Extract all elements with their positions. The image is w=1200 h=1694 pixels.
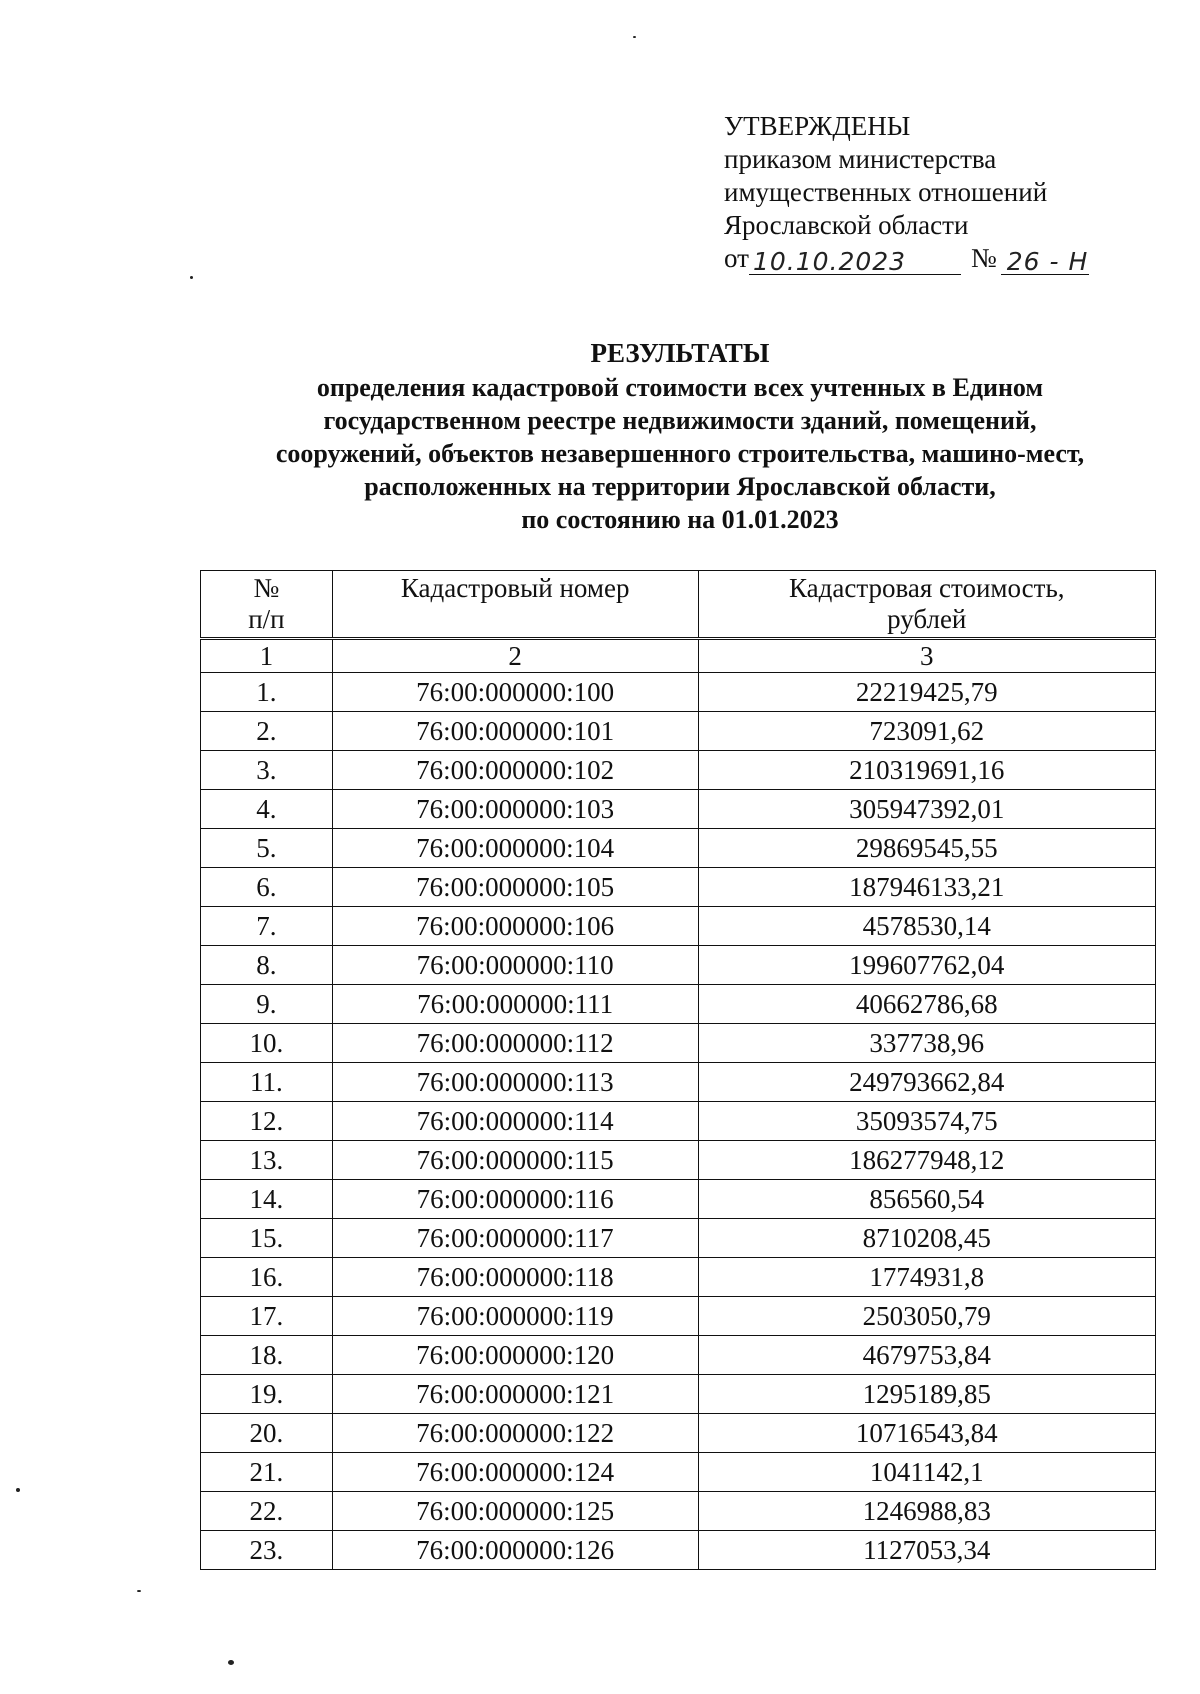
table-row	[201, 1531, 1156, 1570]
row-index: 19.	[201, 1375, 333, 1414]
row-cadastral-value: 1127053,34	[698, 1531, 1155, 1570]
row-cadastral-number: 76:00:000000:115	[332, 1141, 698, 1180]
header-index	[201, 571, 333, 639]
row-index: 11.	[201, 1063, 333, 1102]
row-index: 10.	[201, 1024, 333, 1063]
row-index: 18.	[201, 1336, 333, 1375]
table-row	[201, 907, 1156, 946]
table-row	[201, 1297, 1156, 1336]
column-number: 1	[201, 639, 333, 673]
column-numbers-row	[201, 639, 1156, 673]
row-cadastral-value: 1774931,8	[698, 1258, 1155, 1297]
row-cadastral-number: 76:00:000000:114	[332, 1102, 698, 1141]
approval-line-1: приказом министерства	[724, 144, 997, 174]
row-cadastral-value: 199607762,04	[698, 946, 1155, 985]
row-cadastral-value: 10716543,84	[698, 1414, 1155, 1453]
row-index: 20.	[201, 1414, 333, 1453]
row-cadastral-value: 1295189,85	[698, 1375, 1155, 1414]
title-line-5: по состоянию на 01.01.2023	[521, 505, 839, 534]
row-index: 15.	[201, 1219, 333, 1258]
row-index: 7.	[201, 907, 333, 946]
approval-stamp	[724, 110, 1089, 275]
row-cadastral-number: 76:00:000000:101	[332, 712, 698, 751]
header-cadastral-number	[332, 571, 698, 639]
row-cadastral-number: 76:00:000000:121	[332, 1375, 698, 1414]
table-row	[201, 1024, 1156, 1063]
row-cadastral-value: 1041142,1	[698, 1453, 1155, 1492]
header-cadastral-value-line-1: Кадастровая стоимость,	[789, 573, 1065, 603]
row-cadastral-value: 4578530,14	[698, 907, 1155, 946]
header-index-line-2: п/п	[248, 604, 285, 634]
row-cadastral-number: 76:00:000000:119	[332, 1297, 698, 1336]
row-cadastral-number: 76:00:000000:117	[332, 1219, 698, 1258]
results-table	[200, 570, 1156, 1570]
row-index: 9.	[201, 985, 333, 1024]
scan-speck	[190, 276, 193, 279]
column-number: 3	[698, 639, 1155, 673]
row-index: 22.	[201, 1492, 333, 1531]
row-cadastral-value: 2503050,79	[698, 1297, 1155, 1336]
table-row	[201, 946, 1156, 985]
row-cadastral-value: 337738,96	[698, 1024, 1155, 1063]
row-index: 4.	[201, 790, 333, 829]
row-cadastral-value: 210319691,16	[698, 751, 1155, 790]
table-row	[201, 1375, 1156, 1414]
row-cadastral-number: 76:00:000000:106	[332, 907, 698, 946]
row-index: 13.	[201, 1141, 333, 1180]
row-cadastral-number: 76:00:000000:104	[332, 829, 698, 868]
row-cadastral-number: 76:00:000000:102	[332, 751, 698, 790]
row-cadastral-value: 8710208,45	[698, 1219, 1155, 1258]
row-cadastral-number: 76:00:000000:110	[332, 946, 698, 985]
row-cadastral-number: 76:00:000000:112	[332, 1024, 698, 1063]
row-cadastral-value: 305947392,01	[698, 790, 1155, 829]
table-row	[201, 868, 1156, 907]
approval-heading: УТВЕРЖДЕНЫ	[724, 111, 911, 141]
row-index: 17.	[201, 1297, 333, 1336]
row-cadastral-number: 76:00:000000:125	[332, 1492, 698, 1531]
row-cadastral-value: 249793662,84	[698, 1063, 1155, 1102]
table-row	[201, 751, 1156, 790]
table-row	[201, 985, 1156, 1024]
table-row	[201, 829, 1156, 868]
document-title	[220, 337, 1140, 536]
date-prefix: от	[724, 243, 749, 273]
table-row	[201, 1336, 1156, 1375]
table-row	[201, 1219, 1156, 1258]
title-line-2: государственном реестре недвижимости зданий, помещений,	[323, 406, 1037, 435]
scan-speck	[633, 36, 636, 38]
title-main: РЕЗУЛЬТАТЫ	[590, 338, 770, 368]
table-row	[201, 1492, 1156, 1531]
row-cadastral-number: 76:00:000000:111	[332, 985, 698, 1024]
number-prefix: №	[970, 243, 997, 273]
row-index: 14.	[201, 1180, 333, 1219]
table-row	[201, 1102, 1156, 1141]
row-index: 1.	[201, 673, 333, 712]
row-cadastral-number: 76:00:000000:116	[332, 1180, 698, 1219]
row-cadastral-value: 1246988,83	[698, 1492, 1155, 1531]
scan-speck	[16, 1488, 20, 1492]
row-index: 16.	[201, 1258, 333, 1297]
header-cadastral-value-line-2: рублей	[887, 604, 967, 634]
row-index: 12.	[201, 1102, 333, 1141]
row-cadastral-value: 4679753,84	[698, 1336, 1155, 1375]
title-line-3: сооружений, объектов незавершенного строительства, машино-мест,	[275, 439, 1085, 468]
approval-line-2: имущественных отношений	[724, 177, 1048, 207]
header-index-line-1: №	[253, 573, 280, 603]
table-row	[201, 1141, 1156, 1180]
table-row	[201, 1414, 1156, 1453]
column-number: 2	[332, 639, 698, 673]
row-index: 21.	[201, 1453, 333, 1492]
row-cadastral-number: 76:00:000000:118	[332, 1258, 698, 1297]
header-cadastral-value	[698, 571, 1155, 639]
row-cadastral-number: 76:00:000000:124	[332, 1453, 698, 1492]
row-cadastral-number: 76:00:000000:120	[332, 1336, 698, 1375]
table-row	[201, 673, 1156, 712]
table-row	[201, 1258, 1156, 1297]
row-index: 6.	[201, 868, 333, 907]
row-index: 8.	[201, 946, 333, 985]
row-index: 5.	[201, 829, 333, 868]
row-cadastral-value: 723091,62	[698, 712, 1155, 751]
row-cadastral-number: 76:00:000000:105	[332, 868, 698, 907]
row-cadastral-number: 76:00:000000:100	[332, 673, 698, 712]
row-index: 23.	[201, 1531, 333, 1570]
table-row	[201, 712, 1156, 751]
approval-date-line	[724, 242, 1089, 275]
table-row	[201, 1063, 1156, 1102]
header-cadastral-number-line-1: Кадастровый номер	[400, 573, 630, 603]
row-cadastral-number: 76:00:000000:113	[332, 1063, 698, 1102]
row-index: 3.	[201, 751, 333, 790]
row-cadastral-value: 22219425,79	[698, 673, 1155, 712]
row-cadastral-value: 856560,54	[698, 1180, 1155, 1219]
table-header-row	[201, 571, 1156, 639]
row-cadastral-value: 40662786,68	[698, 985, 1155, 1024]
row-cadastral-value: 187946133,21	[698, 868, 1155, 907]
title-line-1: определения кадастровой стоимости всех учтенных в Едином	[316, 373, 1044, 402]
row-cadastral-value: 186277948,12	[698, 1141, 1155, 1180]
row-cadastral-number: 76:00:000000:103	[332, 790, 698, 829]
row-cadastral-number: 76:00:000000:126	[332, 1531, 698, 1570]
scan-speck	[228, 1660, 234, 1665]
table-row	[201, 1453, 1156, 1492]
scan-speck	[137, 1590, 141, 1592]
row-index: 2.	[201, 712, 333, 751]
order-date: 10.10.2023	[749, 245, 961, 275]
table-row	[201, 790, 1156, 829]
approval-line-3: Ярославской области	[724, 210, 969, 240]
row-cadastral-number: 76:00:000000:122	[332, 1414, 698, 1453]
title-line-4: расположенных на территории Ярославской области,	[364, 472, 996, 501]
table-row	[201, 1180, 1156, 1219]
row-cadastral-value: 35093574,75	[698, 1102, 1155, 1141]
row-cadastral-value: 29869545,55	[698, 829, 1155, 868]
order-number: 26 - Н	[1001, 245, 1089, 275]
